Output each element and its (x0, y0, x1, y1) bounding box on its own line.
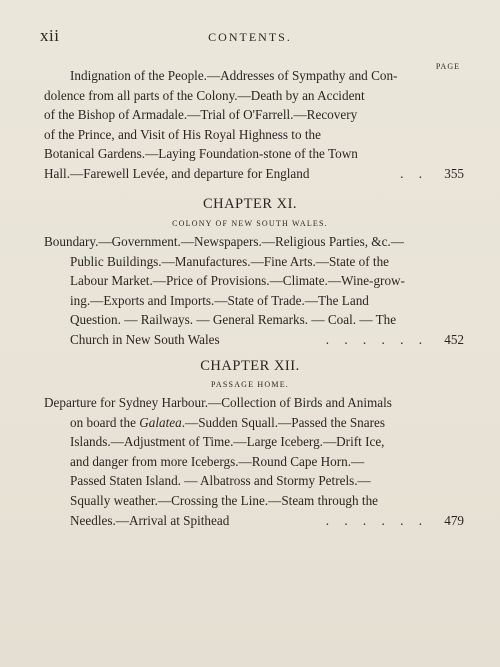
toc-line: Passed Staten Island. — Albatross and Stormy Petrels.— (70, 473, 371, 489)
toc-line: Church in New South Wales (70, 331, 220, 347)
toc-line: ing.—Exports and Imports.—State of Trade.—The Land (70, 292, 369, 308)
toc-line: Labour Market.—Price of Provisions.—Climate.—Wine-grow- (70, 273, 405, 289)
toc-line: of the Prince, and Visit of His Royal Highness to the (44, 126, 321, 142)
toc-page-ref: 452 (444, 331, 464, 347)
running-title: CONTENTS. (208, 30, 292, 44)
toc-line: Hall.—Farewell Levée, and departure for England (44, 165, 310, 181)
page-column-heading: PAGE (435, 62, 460, 71)
toc-line-part: .—Sudden Squall.—Passed the Snares (181, 414, 386, 430)
chapter-title: CHAPTER XII. (200, 358, 300, 374)
toc-last-line (44, 164, 464, 184)
toc-line: Boundary.—Government.—Newspapers.—Religious Parties, &c.— (44, 234, 404, 249)
leader-dots: . . (400, 165, 428, 181)
toc-line-part: on board the (70, 414, 140, 430)
toc-entry-continuation (44, 66, 464, 184)
toc-page-ref: 479 (444, 512, 464, 528)
toc-line: Departure for Sydney Harbour.—Collection of Birds and Animals (44, 395, 392, 410)
toc-line: Question. — Railways. — General Remarks. — Coal. — The (70, 312, 397, 328)
toc-line: and danger from more Icebergs.—Round Cape Horn.— (70, 453, 365, 469)
chapter-subtitle: COLONY OF NEW SOUTH WALES. (172, 219, 328, 228)
toc-line: Indignation of the People.—Addresses of Sympathy and Con- (70, 68, 398, 83)
leader-dots: . . . . . . (325, 512, 428, 528)
leader-dots: . . . . . . (325, 331, 428, 347)
toc-page-ref: 355 (444, 165, 464, 181)
toc-line: Botanical Gardens.—Laying Foundation-stone of the Town (44, 146, 358, 162)
page-number: xii (40, 26, 60, 45)
toc-entry-chapter-xi (44, 232, 464, 350)
chapter-subtitle: PASSAGE HOME. (211, 380, 289, 389)
ship-name: Galatea (139, 414, 182, 430)
toc-line: Islands.—Adjustment of Time.—Large Iceberg.—Drift Ice, (70, 434, 385, 450)
toc-line: Needles.—Arrival at Spithead (70, 512, 230, 528)
toc-last-line (44, 511, 464, 531)
toc-line: Public Buildings.—Manufactures.—Fine Arts.—State of the (70, 253, 390, 269)
toc-line: Squally weather.—Crossing the Line.—Steam through the (70, 492, 379, 508)
toc-line: of the Bishop of Armadale.—Trial of O'Farrell.—Recovery (44, 107, 358, 123)
toc-last-line (44, 330, 464, 350)
chapter-title: CHAPTER XI. (202, 196, 298, 212)
toc-line: dolence from all parts of the Colony.—Death by an Accident (44, 87, 365, 103)
toc-line (44, 413, 464, 433)
toc-entry-chapter-xii (44, 393, 464, 530)
